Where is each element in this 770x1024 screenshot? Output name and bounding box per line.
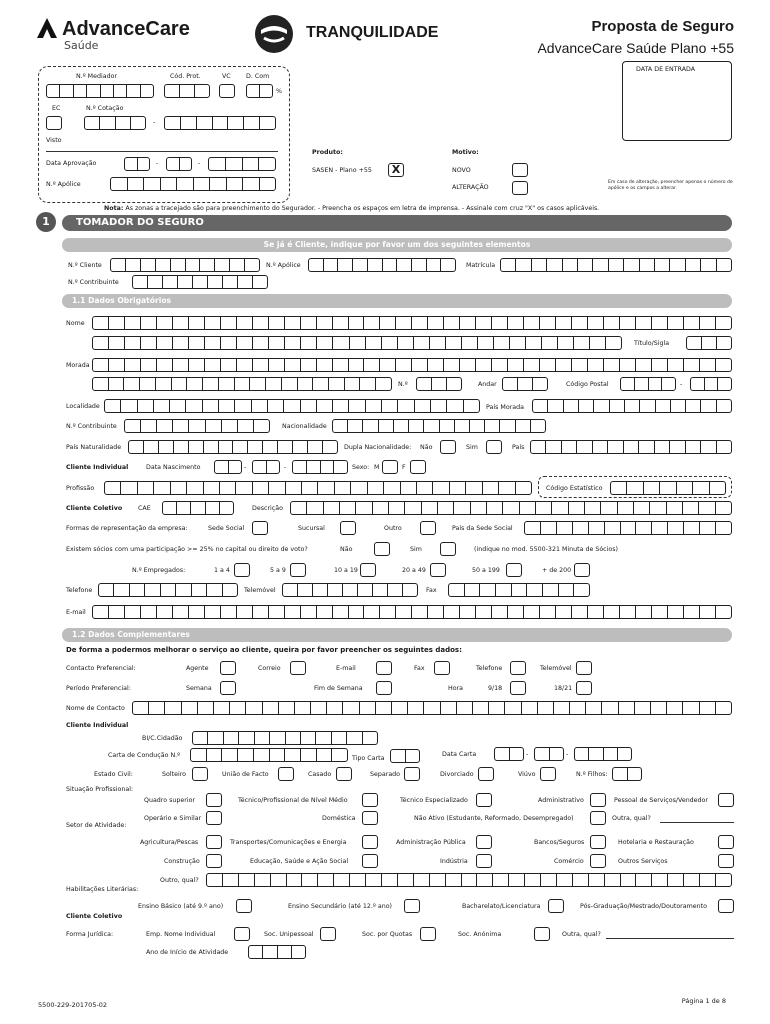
cod-prot-label: Cód. Prot. [170, 73, 201, 80]
contacto-agente-checkbox[interactable] [220, 661, 236, 675]
uniao-label: União de Facto [222, 771, 269, 778]
matricula-field[interactable] [500, 258, 732, 272]
periodo-fim-label: Fim de Semana [314, 685, 363, 692]
empregados-label: N.º Empregados: [132, 567, 186, 574]
apolice-label: N.º Apólice [46, 181, 81, 188]
nome-field[interactable] [92, 316, 732, 330]
viuvo-label: Viúvo [518, 771, 536, 778]
basico-label: Ensino Básico (até 9.º ano) [138, 903, 224, 910]
n-apolice-field[interactable] [308, 258, 456, 272]
outro-checkbox[interactable] [420, 521, 436, 535]
fax-field[interactable] [448, 583, 590, 597]
bi-label: BI/C.Cidadão [142, 735, 183, 742]
emp-3-label: 10 a 19 [334, 567, 358, 574]
quadro-label: Quadro superior [144, 797, 196, 804]
uniao-checkbox[interactable] [278, 767, 294, 781]
emp-1-label: 1 a 4 [214, 567, 230, 574]
nome-field-2[interactable] [92, 336, 622, 350]
cod-est-field[interactable] [610, 481, 726, 495]
pais-sede-label: País da Sede Social [452, 525, 513, 532]
dash: - [566, 751, 569, 758]
descricao-label: Descrição [252, 505, 283, 512]
telemovel-field[interactable] [282, 583, 418, 597]
data-nasc-month[interactable] [252, 460, 280, 474]
apolice-field[interactable] [110, 177, 276, 191]
n-contribuinte-field[interactable] [132, 275, 268, 289]
ano-field[interactable] [248, 945, 306, 959]
morada-label: Morada [66, 362, 90, 369]
socios-nao-checkbox[interactable] [374, 542, 390, 556]
pos-label: Pós-Graduação/Mestrado/Doutoramento [580, 903, 707, 910]
emp-4-checkbox[interactable] [430, 563, 446, 577]
nota-text: As zonas a tracejado são para preenchimento do Segurador. - Preencha os espaços em letra de imprensa. - Assinale com cruz "X" os casos aplicáveis. [125, 205, 600, 212]
sexo-f-label: F [402, 464, 406, 471]
forma-label: Forma Jurídica: [66, 931, 114, 938]
construcao-label: Construção [164, 858, 200, 865]
nota-label: Nota: [104, 205, 124, 212]
hotelaria-label: Hotelaria e Restauração [618, 839, 694, 846]
pct-label: % [276, 88, 282, 95]
hora-1-label: 9/18 [488, 685, 503, 692]
cliente-coletivo-label: Cliente Coletivo [66, 505, 123, 512]
nome-contacto-field[interactable] [132, 701, 732, 715]
n-field[interactable] [416, 377, 462, 391]
administrativo-label: Administrativo [538, 797, 584, 804]
pessoal-label: Pessoal de Serviços/Vendedor [614, 797, 708, 804]
quadro-checkbox[interactable] [206, 793, 222, 807]
sucursal-checkbox[interactable] [340, 521, 356, 535]
contacto-telemovel-label: Telemóvel [540, 665, 572, 672]
solteiro-checkbox[interactable] [192, 767, 208, 781]
produto-checkbox[interactable]: X [388, 163, 404, 177]
emp-4-label: 20 a 49 [402, 567, 426, 574]
sexo-m-label: M [374, 464, 380, 471]
n-cliente-label: N.º Cliente [68, 262, 102, 269]
n-apolice-label: N.º Apólice [266, 262, 301, 269]
s12-cliente-coletivo-label: Cliente Coletivo [66, 913, 123, 920]
contacto-telefone-label: Telefone [476, 665, 503, 672]
pos-checkbox[interactable] [718, 899, 734, 913]
periodo-fim-checkbox[interactable] [376, 681, 392, 695]
industria-checkbox[interactable] [476, 854, 492, 868]
localidade-field[interactable] [104, 399, 480, 413]
emp-6-label: + de 200 [542, 567, 572, 574]
d-com-field[interactable] [246, 84, 273, 98]
outra-juridica-line[interactable] [606, 938, 734, 939]
sede-label: Sede Social [208, 525, 245, 532]
agricultura-label: Agricultura/Pescas [140, 839, 199, 846]
motivo-label: Motivo: [452, 149, 479, 156]
dupla-pais-label: País [512, 444, 525, 451]
bancos-checkbox[interactable] [590, 835, 606, 849]
periodo-semana-label: Semana [186, 685, 212, 692]
dash: - [526, 751, 529, 758]
data-entrada-label: DATA DE ENTRADA [636, 66, 696, 73]
dash: - [244, 464, 247, 471]
carta-field[interactable] [190, 748, 348, 762]
cotacao-label: N.º Cotação [86, 105, 124, 112]
hora-label: Hora [448, 685, 464, 692]
pais-nat-field[interactable] [128, 440, 338, 454]
cliente-bar: Se já é Cliente, indique por favor um dos seguintes elementos [62, 238, 732, 252]
sexo-f-checkbox[interactable] [410, 460, 426, 474]
s11-title: 1.1 Dados Obrigatórios [62, 294, 732, 308]
nao-ativo-label: Não Ativo (Estudante, Reformado, Desempregado) [414, 815, 574, 822]
ano-label: Ano de Início de Atividade [146, 949, 229, 956]
andar-field[interactable] [502, 377, 548, 391]
separado-checkbox[interactable] [404, 767, 420, 781]
outra-profissional-line[interactable] [660, 822, 734, 823]
dash: - [153, 119, 156, 126]
morada-field-2[interactable] [92, 377, 392, 391]
soc-quotas-label: Soc. por Quotas [362, 931, 413, 938]
dash: - [680, 381, 683, 388]
contacto-agente-label: Agente [186, 665, 209, 672]
outro-qual-field[interactable] [206, 873, 732, 887]
adm-publica-checkbox[interactable] [476, 835, 492, 849]
operario-checkbox[interactable] [206, 811, 222, 825]
cliente-individual-label: Cliente Individual [66, 464, 129, 471]
casado-checkbox[interactable] [336, 767, 352, 781]
bancos-label: Bancos/Seguros [534, 839, 585, 846]
novo-checkbox[interactable] [512, 163, 528, 177]
contacto-email-checkbox[interactable] [376, 661, 392, 675]
socios-nao-label: Não [340, 546, 353, 553]
n-label: N.º [398, 381, 408, 388]
hora-1-checkbox[interactable] [510, 681, 526, 695]
socios-sim-label: Sim [410, 546, 422, 553]
ec-field[interactable] [46, 116, 62, 130]
comercio-label: Comércio [554, 858, 584, 865]
andar-label: Andar [478, 381, 497, 388]
casado-label: Casado [308, 771, 332, 778]
adm-publica-label: Administração Pública [396, 839, 466, 846]
cod-prot-field[interactable] [164, 84, 210, 98]
domestica-checkbox[interactable] [362, 811, 378, 825]
emp-1-checkbox[interactable] [234, 563, 250, 577]
cod-postal-field-b[interactable] [690, 377, 732, 391]
carta-label: Carta de Condução N.º [108, 752, 181, 759]
dupla-pais-field[interactable] [530, 440, 732, 454]
socios-note: (indique no mod. 5500-321 Minuta de Sócios) [474, 546, 618, 553]
telefone-label: Telefone [66, 587, 93, 594]
emp-nome-label: Emp. Nome Individual [146, 931, 216, 938]
alteracao-checkbox[interactable] [512, 181, 528, 195]
soc-uni-checkbox[interactable] [320, 927, 336, 941]
profissao-field[interactable] [104, 481, 532, 495]
pais-sede-field[interactable] [524, 521, 732, 535]
tecnico-checkbox[interactable] [362, 793, 378, 807]
contacto-label: Contacto Preferencial: [66, 665, 136, 672]
pais-morada-label: País Morada [486, 404, 524, 411]
email-label: E-mail [66, 609, 86, 616]
nome-contacto-label: Nome de Contacto [66, 705, 125, 712]
s12-intro: De forma a podermos melhorar o serviço ao cliente, queira por favor preencher os seguintes dados: [66, 646, 462, 654]
s12-cliente-individual-label: Cliente Individual [66, 722, 129, 729]
soc-uni-label: Soc. Unipessoal [264, 931, 314, 938]
pais-morada-field[interactable] [532, 399, 732, 413]
dash: - [198, 160, 201, 167]
data-carta-label: Data Carta [442, 751, 477, 758]
contribuinte-field[interactable] [124, 419, 270, 433]
titulo-label: Título/Sigla [634, 340, 670, 347]
administrativo-checkbox[interactable] [590, 793, 606, 807]
alteracao-label: ALTERAÇÃO [452, 184, 489, 191]
dupla-nao-label: Não [420, 444, 433, 451]
pessoal-checkbox[interactable] [718, 793, 734, 807]
contacto-correio-checkbox[interactable] [290, 661, 306, 675]
section-number: 1 [36, 212, 56, 232]
outro-label: Outro [384, 525, 402, 532]
agricultura-checkbox[interactable] [206, 835, 222, 849]
emp-6-checkbox[interactable] [574, 563, 590, 577]
estado-civil-label: Estado Civil: [94, 771, 133, 778]
nacionalidade-field[interactable] [332, 419, 546, 433]
localidade-label: Localidade [66, 403, 100, 410]
descricao-field[interactable] [290, 501, 732, 515]
contacto-fax-label: Fax [414, 665, 425, 672]
tipo-carta-field[interactable] [390, 749, 420, 763]
nao-ativo-checkbox[interactable] [590, 811, 606, 825]
telefone-field[interactable] [98, 583, 238, 597]
tecnico-esp-label: Técnico Especializado [400, 797, 468, 804]
telemovel-label: Telemóvel [244, 587, 276, 594]
sexo-m-checkbox[interactable] [382, 460, 398, 474]
tipo-carta-label: Tipo Carta [352, 755, 385, 762]
brand-name: AdvanceCare [62, 18, 190, 40]
secundario-checkbox[interactable] [404, 899, 420, 913]
d-com-label: D. Com [246, 73, 270, 80]
brand-sub: Saúde [64, 39, 99, 52]
tecnico-esp-checkbox[interactable] [476, 793, 492, 807]
mediador-field[interactable] [46, 84, 154, 98]
solteiro-label: Solteiro [162, 771, 186, 778]
divorciado-checkbox[interactable] [478, 767, 494, 781]
basico-checkbox[interactable] [236, 899, 252, 913]
contacto-telemovel-checkbox[interactable] [576, 661, 592, 675]
emp-5-label: 50 a 199 [472, 567, 500, 574]
emp-5-checkbox[interactable] [506, 563, 522, 577]
cod-postal-label: Código Postal [566, 381, 609, 388]
bacharelato-label: Bacharelato/Licenciatura [462, 903, 541, 910]
s12-title: 1.2 Dados Complementares [62, 628, 732, 642]
dupla-sim-label: Sim [466, 444, 478, 451]
page-number: Página 1 de 8 [681, 997, 726, 1005]
bacharelato-checkbox[interactable] [548, 899, 564, 913]
cae-label: CAE [138, 505, 151, 512]
produto-label: Produto: [312, 149, 343, 156]
section-title: TOMADOR DO SEGURO [62, 215, 732, 231]
filhos-label: N.º Filhos: [576, 771, 608, 778]
data-aprov-year[interactable] [208, 157, 276, 171]
periodo-semana-checkbox[interactable] [220, 681, 236, 695]
page-title: Proposta de Seguro [591, 18, 734, 35]
contribuinte-label: N.º Contribuinte [66, 423, 117, 430]
contacto-email-label: E-mail [336, 665, 356, 672]
bi-field[interactable] [192, 731, 378, 745]
habilitacoes-label: Habilitações Literárias: [66, 886, 139, 893]
vc-label: VC [222, 73, 231, 80]
setor-label: Setor de Atividade: [66, 822, 127, 829]
data-aprov-label: Data Aprovação [46, 160, 97, 167]
form-code: 5500-229-201705-02 [38, 1001, 108, 1009]
divorciado-label: Divorciado [440, 771, 474, 778]
mediador-label: N.º Mediador [76, 73, 118, 80]
separado-label: Separado [370, 771, 401, 778]
n-cliente-field[interactable] [110, 258, 260, 272]
tranquilidade-logo-icon [254, 14, 294, 54]
profissao-label: Profissão [66, 485, 95, 492]
data-aprov-day[interactable] [124, 157, 150, 171]
hora-2-label: 18/21 [554, 685, 573, 692]
outros-serv-checkbox[interactable] [718, 854, 734, 868]
vc-field[interactable] [219, 84, 235, 98]
nome-label: Nome [66, 320, 85, 327]
soc-anon-checkbox[interactable] [534, 927, 550, 941]
educacao-label: Educação, Saúde e Ação Social [250, 858, 349, 865]
outra-profissional-label: Outra, qual? [612, 815, 651, 822]
emp-2-checkbox[interactable] [290, 563, 306, 577]
socios-sim-checkbox[interactable] [440, 542, 456, 556]
sede-checkbox[interactable] [252, 521, 268, 535]
industria-label: Indústria [440, 858, 468, 865]
secundario-label: Ensino Secundário (até 12.º ano) [288, 903, 393, 910]
data-nasc-label: Data Nascimento [146, 464, 201, 471]
formas-label: Formas de representação da empresa: [66, 525, 188, 532]
cod-postal-field-a[interactable] [620, 377, 676, 391]
hora-2-checkbox[interactable] [576, 681, 592, 695]
cotacao-field-a[interactable] [84, 116, 146, 130]
visto-line [46, 151, 278, 152]
n-contribuinte-label: N.º Contribuinte [68, 279, 119, 286]
situacao-label: Situação Profissional: [66, 786, 134, 793]
soc-anon-label: Soc. Anónima [458, 931, 502, 938]
educacao-checkbox[interactable] [362, 854, 378, 868]
data-aprov-month[interactable] [166, 157, 192, 171]
dupla-sim-checkbox[interactable] [486, 440, 502, 454]
tecnico-label: Técnico/Profissional de Nível Médio [238, 797, 348, 804]
operario-label: Operário e Similar [144, 815, 202, 822]
data-carta-year[interactable] [574, 747, 632, 761]
novo-label: NOVO [452, 167, 471, 174]
visto-label: Visto [46, 137, 62, 144]
matricula-label: Matrícula [466, 262, 496, 269]
soc-quotas-checkbox[interactable] [420, 927, 436, 941]
dupla-nao-checkbox[interactable] [440, 440, 456, 454]
dash: - [284, 464, 287, 471]
construcao-checkbox[interactable] [206, 854, 222, 868]
transportes-label: Transportes/Comunicações e Energia [230, 839, 347, 846]
cod-est-label: Código Estatístico [546, 485, 603, 492]
morada-field[interactable] [92, 358, 732, 372]
pais-nat-label: País Naturalidade [66, 444, 122, 451]
email-field[interactable] [92, 605, 732, 619]
contacto-correio-label: Correio [258, 665, 281, 672]
contacto-fax-checkbox[interactable] [434, 661, 450, 675]
outros-serv-label: Outros Serviços [618, 858, 668, 865]
comercio-checkbox[interactable] [590, 854, 606, 868]
emp-nome-checkbox[interactable] [234, 927, 250, 941]
dupla-label: Dupla Nacionalidade: [344, 444, 412, 451]
ec-label: EC [52, 105, 61, 112]
socios-label: Existem sócios com uma participação >= 25% no capital ou direito de voto? [66, 546, 308, 553]
emp-3-checkbox[interactable] [360, 563, 376, 577]
produto-value: SASEN - Plano +55 [312, 167, 372, 174]
motivo-note: Em caso de alteração, preencher apenas o número de apólice e os campos a alterar. [608, 180, 733, 191]
periodo-label: Período Preferencial: [66, 685, 131, 692]
outra-juridica-label: Outra, qual? [562, 931, 601, 938]
outro-qual-label: Outro, qual? [160, 877, 199, 884]
page-subtitle: AdvanceCare Saúde Plano +55 [537, 40, 734, 56]
dash: - [156, 160, 159, 167]
titulo-field[interactable] [686, 336, 732, 350]
nacionalidade-label: Nacionalidade [282, 423, 327, 430]
emp-2-label: 5 a 9 [270, 567, 286, 574]
domestica-label: Doméstica [322, 815, 356, 822]
contacto-telefone-checkbox[interactable] [510, 661, 526, 675]
cae-field[interactable] [162, 501, 234, 515]
transportes-checkbox[interactable] [362, 835, 378, 849]
data-carta-month[interactable] [534, 747, 564, 761]
cotacao-field-b[interactable] [164, 116, 276, 130]
fax-label: Fax [426, 587, 437, 594]
viuvo-checkbox[interactable] [540, 767, 556, 781]
data-nasc-year[interactable] [292, 460, 348, 474]
advancecare-logo-icon [36, 16, 58, 40]
brand2-name: TRANQUILIDADE [306, 24, 439, 41]
filhos-field[interactable] [612, 767, 642, 781]
hotelaria-checkbox[interactable] [718, 835, 734, 849]
sucursal-label: Sucursal [298, 525, 325, 532]
data-nasc-day[interactable] [214, 460, 242, 474]
sexo-label: Sexo: [352, 464, 370, 471]
data-carta-day[interactable] [494, 747, 524, 761]
